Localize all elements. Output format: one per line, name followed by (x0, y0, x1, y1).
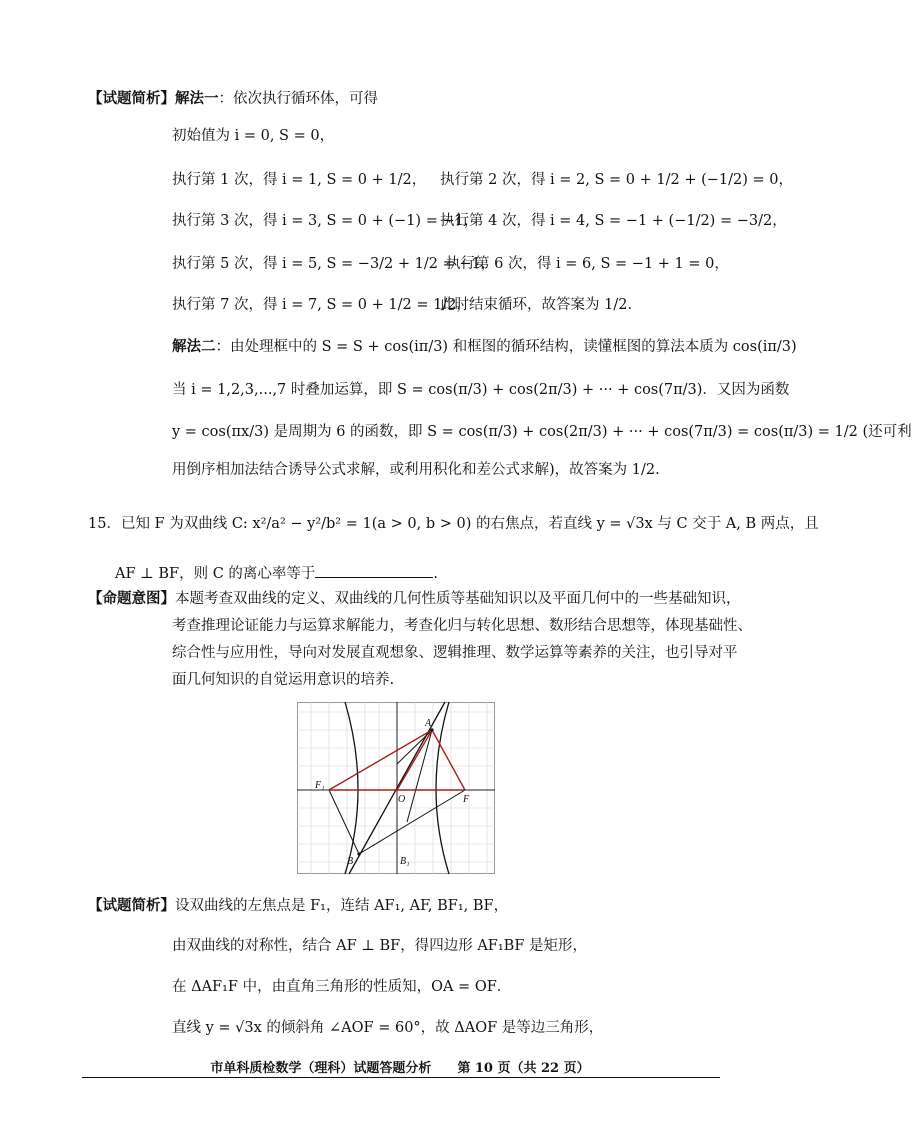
q14-round-1: 执行第 1 次，得 i = 1, S = 0 + 1/2， (172, 172, 427, 188)
q15-intent-l3: 综合性与应用性，导向对发展直观想象、逻辑推理、数学运算等素养的关注，也引导对平 (172, 645, 738, 661)
q14-method2-l1: 解法二：由处理框中的 S = S + cos(iπ/3) 和框图的循环结构，读懂框图的算法本质为 cos(iπ/3) (172, 338, 797, 355)
q14-method2-l2: 当 i = 1,2,3,...,7 时叠加运算，即 S = cos(π/3) + cos(2π/3) + ··· + cos(7π/3)．又因为函数 (172, 382, 790, 398)
q14-round-6: 执行第 6 次，得 i = 6, S = −1 + 1 = 0， (446, 256, 729, 272)
q14-method2-l3: y = cos(πx/3) 是周期为 6 的函数，即 S = cos(π/3) + cos(2π/3) + ··· + cos(7π/3) = cos(π/3) = 1/2 (还可利 (172, 424, 912, 440)
q15-stem-l1: 15．已知 F 为双曲线 C: x²/a² − y²/b² = 1(a > 0, b > 0) 的右焦点，若直线 y = √3x 与 C 交于 A, B 两点，且 (88, 516, 819, 532)
q14-round-7: 执行第 7 次，得 i = 7, S = 0 + 1/2 = 1/2， (172, 297, 471, 313)
label-F1: F₁ (315, 780, 325, 791)
q14-round-4: 执行第 4 次，得 i = 4, S = −1 + (−1/2) = −3/2， (440, 213, 787, 229)
q14-analysis-heading: 【试题简析】解法一：依次执行循环体，可得 (88, 90, 378, 107)
q14-init: 初始值为 i = 0, S = 0， (172, 128, 335, 144)
q15-intent-l1: 【命题意图】本题考查双曲线的定义、双曲线的几何性质等基础知识以及平面几何中的一些基础知识， (88, 590, 741, 607)
q14-round-5: 执行第 5 次，得 i = 5, S = −3/2 + 1/2 = −1， (172, 256, 496, 272)
label-F: F (463, 794, 470, 805)
q15-analysis-l4: 直线 y = √3x 的倾斜角 ∠AOF = 60°，故 ΔAOF 是等边三角形， (172, 1020, 604, 1036)
label-B: B (347, 856, 354, 867)
hyperbola-diagram (297, 702, 495, 874)
q15-analysis-l1: 【试题简析】设双曲线的左焦点是 F₁，连结 AF₁, AF, BF₁, BF， (88, 897, 509, 914)
label-A: A (425, 718, 432, 729)
label-O: O (398, 794, 406, 805)
page-footer: 市单科质检数学（理科）试题答题分析 第 10 页（共 22 页） (210, 1061, 590, 1076)
q15-analysis-l2: 由双曲线的对称性，结合 AF ⊥ BF，得四边形 AF₁BF 是矩形， (172, 938, 587, 954)
answer-blank (315, 563, 433, 578)
q15-stem-l2: AF ⊥ BF，则 C 的离心率等于 . (115, 563, 438, 584)
q14-method2-l4: 用倒序相加法结合诱导公式求解，或利用积化和差公式求解)，故答案为 1/2. (172, 462, 660, 478)
q15-intent-l4: 面几何知识的自觉运用意识的培养. (172, 672, 395, 688)
hyperbola-figure (297, 702, 495, 878)
q14-end: 此时结束循环，故答案为 1/2. (440, 297, 633, 313)
q15-analysis-l3: 在 ΔAF₁F 中，由直角三角形的性质知，OA = OF． (172, 979, 512, 995)
label-B1: B₁ (400, 856, 410, 867)
footer-rule (82, 1077, 720, 1078)
q14-round-2: 执行第 2 次，得 i = 2, S = 0 + 1/2 + (−1/2) = 0， (440, 172, 793, 188)
q14-round-3: 执行第 3 次，得 i = 3, S = 0 + (−1) = −1， (172, 213, 479, 229)
q15-intent-l2: 考查推理论证能力与运算求解能力，考查化归与转化思想、数形结合思想等，体现基础性、 (172, 618, 752, 634)
